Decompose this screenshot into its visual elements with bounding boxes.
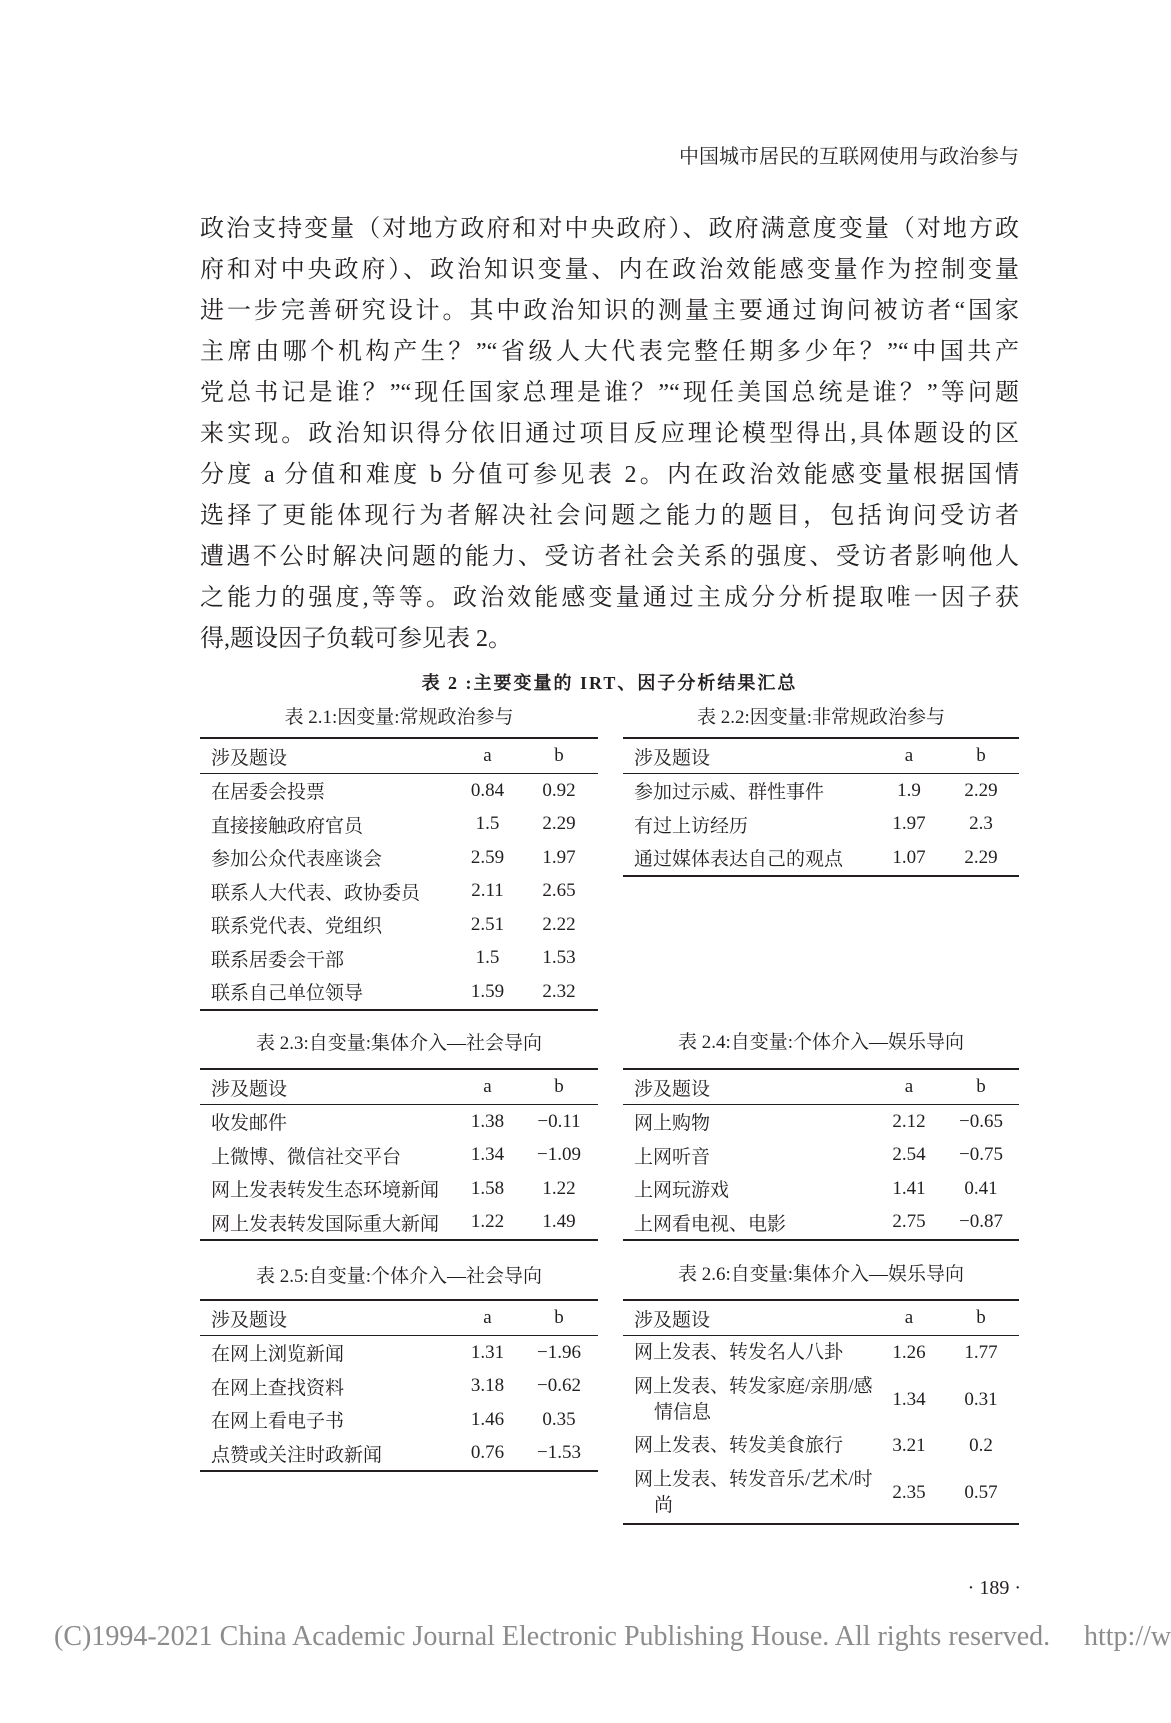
- table-row: [200, 774, 598, 808]
- item-cell: 在网上查找资料: [211, 1377, 345, 1399]
- table-row: [623, 1370, 1019, 1430]
- a-value-cell: 0.76: [470, 1442, 505, 1464]
- a-value-cell: 1.31: [470, 1341, 505, 1363]
- b-value-cell: 2.3: [969, 813, 993, 835]
- table-header-row: [623, 1300, 1019, 1336]
- item-line: 网上发表、转发美食旅行: [634, 1435, 844, 1457]
- a-value-cell: 1.41: [892, 1177, 926, 1199]
- b-value-cell: 1.97: [542, 846, 576, 868]
- body-line: 分度 a 分值和难度 b 分值可参见表 2。内在政治效能感变量根据国情: [200, 462, 1019, 488]
- b-value-cell: 2.29: [542, 813, 576, 835]
- data-table: [200, 1299, 598, 1472]
- item-cell: 参加公众代表座谈会: [211, 849, 383, 871]
- a-value-cell: 1.5: [475, 947, 500, 969]
- column-header-item: 涉及题设: [623, 738, 875, 774]
- a-value-cell: 2.11: [471, 880, 504, 902]
- item-line: 网上发表、转发家庭/亲朋/感: [634, 1375, 873, 1397]
- footer-url: http://w: [1084, 1621, 1171, 1652]
- a-value-cell: 2.51: [470, 913, 505, 935]
- item-line: 网上发表、转发名人八卦: [634, 1341, 844, 1363]
- table-caption: 表 2.5:自变量:个体介入—社会导向: [255, 1266, 543, 1287]
- b-value-cell: 2.29: [964, 779, 998, 801]
- body-line: 主席由哪个机构产生？”“省级人大代表完整任期多少年？”“中国共产: [200, 339, 1019, 365]
- column-header-item: 涉及题设: [200, 1300, 455, 1336]
- table-2-4: [623, 1032, 1019, 1241]
- body-line: 之能力的强度,等等。政治效能感变量通过主成分分析提取唯一因子获: [200, 585, 1019, 611]
- b-value-cell: 2.22: [542, 913, 576, 935]
- item-cell: 上微博、微信社交平台: [211, 1146, 402, 1168]
- table-caption: 表 2.1:因变量:常规政治参与: [284, 707, 514, 728]
- a-value-cell: 1.07: [892, 846, 926, 868]
- item-cell: 联系人大代表、政协委员: [211, 882, 421, 904]
- b-value-cell: 0.35: [542, 1408, 576, 1430]
- table-header-row: [200, 1069, 598, 1105]
- item-cell: 点赞或关注时政新闻: [211, 1444, 383, 1466]
- table-2-title: 表 2 :主要变量的 IRT、因子分析结果汇总: [421, 673, 798, 693]
- table-header-row: [623, 1069, 1019, 1105]
- b-value-cell: 0.41: [964, 1177, 998, 1199]
- body-line: 进一步完善研究设计。其中政治知识的测量主要通过询问被访者“国家: [200, 298, 1019, 324]
- body-line: 得,题设因子负载可参见表 2。: [200, 626, 512, 652]
- column-header-b: b: [943, 738, 1019, 774]
- column-header-b: b: [520, 1069, 598, 1105]
- b-value-cell: 2.32: [542, 980, 576, 1002]
- item-cell: [623, 1430, 875, 1464]
- item-cell: [623, 1370, 875, 1430]
- b-value-cell: 1.77: [964, 1341, 998, 1363]
- table-row: [200, 808, 598, 842]
- column-header-item: 涉及题设: [200, 738, 455, 774]
- b-value-cell: −0.62: [537, 1375, 581, 1397]
- column-header-item: 涉及题设: [200, 1069, 455, 1105]
- table-row: [623, 1172, 1019, 1206]
- table-2-5: [200, 1266, 598, 1472]
- table-row: [200, 1336, 598, 1370]
- item-cell: 有过上访经历: [634, 815, 749, 837]
- table-2-3: [200, 1033, 598, 1241]
- b-value-cell: −0.75: [959, 1144, 1003, 1166]
- column-header-a: a: [875, 738, 943, 774]
- a-value-cell: 2.75: [892, 1211, 926, 1233]
- table-row: [200, 1403, 598, 1437]
- page-number: · 189 ·: [967, 1577, 1021, 1599]
- item-line: 网上发表、转发音乐/艺术/时: [634, 1469, 873, 1490]
- a-value-cell: 2.12: [892, 1110, 926, 1132]
- b-value-cell: −1.96: [537, 1341, 581, 1363]
- b-value-cell: 1.22: [542, 1177, 576, 1199]
- table-row: [200, 1437, 598, 1472]
- column-header-item: 涉及题设: [623, 1300, 875, 1336]
- b-value-cell: −0.87: [959, 1211, 1003, 1233]
- table-row: [623, 1105, 1019, 1139]
- a-value-cell: 1.34: [892, 1388, 926, 1410]
- table-row: [200, 1370, 598, 1404]
- table-row: [623, 841, 1019, 876]
- item-cell: 网上购物: [634, 1113, 711, 1135]
- column-header-b: b: [520, 1300, 598, 1336]
- item-cell: 参加过示威、群性事件: [634, 782, 825, 804]
- column-header-a: a: [455, 1300, 520, 1336]
- item-cell: 直接接触政府官员: [211, 815, 364, 837]
- a-value-cell: 1.9: [897, 779, 921, 801]
- table-row: [623, 1430, 1019, 1464]
- item-cell: [623, 1463, 875, 1524]
- a-value-cell: 1.46: [470, 1408, 505, 1430]
- a-value-cell: 1.22: [470, 1211, 505, 1233]
- item-line-continued: 尚: [654, 1495, 674, 1516]
- item-cell: 网上发表转发国际重大新闻: [211, 1213, 440, 1235]
- body-line: 政治支持变量（对地方政府和对中央政府）、政府满意度变量（对地方政: [200, 216, 1019, 242]
- table-caption: 表 2.3:自变量:集体介入—社会导向: [255, 1033, 543, 1054]
- a-value-cell: 0.84: [470, 779, 505, 801]
- table-row: [623, 1336, 1019, 1370]
- a-value-cell: 1.58: [470, 1177, 505, 1199]
- data-table: [623, 737, 1019, 877]
- body-line: 府和对中央政府）、政治知识变量、内在政治效能感变量作为控制变量: [200, 257, 1019, 283]
- column-header-b: b: [943, 1300, 1019, 1336]
- table-header-row: [200, 738, 598, 774]
- table-caption: 表 2.4:自变量:个体介入—娱乐导向: [677, 1032, 965, 1053]
- copyright-footer: [0, 1619, 1171, 1655]
- table-row: [623, 808, 1019, 842]
- b-value-cell: 0.2: [969, 1435, 993, 1457]
- a-value-cell: 3.18: [470, 1375, 505, 1397]
- item-cell: 上网看电视、电影: [634, 1213, 787, 1235]
- b-value-cell: 0.57: [964, 1482, 998, 1503]
- table-row: [623, 1463, 1019, 1524]
- table-row: [200, 841, 598, 875]
- item-cell: 网上发表转发生态环境新闻: [211, 1180, 440, 1202]
- table-row: [623, 774, 1019, 808]
- column-header-a: a: [875, 1300, 943, 1336]
- b-value-cell: 2.29: [964, 846, 998, 868]
- b-value-cell: 1.53: [542, 947, 576, 969]
- table-header-row: [623, 738, 1019, 774]
- table-row: [200, 875, 598, 909]
- b-value-cell: 0.92: [542, 779, 576, 801]
- body-line: 选择了更能体现行为者解决社会问题之能力的题目，包括询问受访者: [200, 503, 1019, 529]
- item-cell: 收发邮件: [211, 1113, 288, 1135]
- body-line: 遭遇不公时解决问题的能力、受访者社会关系的强度、受访者影响他人: [200, 544, 1019, 570]
- data-table: [623, 1299, 1019, 1525]
- copyright-text: (C)1994-2021 China Academic Journal Electronic Publishing House. All rights reserved.: [54, 1621, 1051, 1652]
- a-value-cell: 1.26: [892, 1341, 926, 1363]
- b-value-cell: −0.65: [959, 1110, 1003, 1132]
- item-cell: 联系居委会干部: [211, 949, 345, 971]
- column-header-item: 涉及题设: [623, 1069, 875, 1105]
- table-row: [200, 908, 598, 942]
- item-cell: 在网上浏览新闻: [211, 1344, 345, 1366]
- column-header-a: a: [875, 1069, 943, 1105]
- a-value-cell: 1.34: [470, 1144, 505, 1166]
- a-value-cell: 1.59: [470, 980, 505, 1002]
- table-2-2: [623, 707, 1019, 877]
- item-cell: 通过媒体表达自己的观点: [634, 849, 844, 871]
- a-value-cell: 3.21: [892, 1435, 926, 1457]
- a-value-cell: 2.35: [892, 1482, 926, 1503]
- item-cell: [623, 1336, 875, 1370]
- table-2-1: [200, 707, 598, 1011]
- body-line: 来实现。政治知识得分依旧通过项目反应理论模型得出,具体题设的区: [200, 421, 1019, 447]
- data-table: [200, 1068, 598, 1241]
- table-caption: 表 2.6:自变量:集体介入—娱乐导向: [677, 1264, 965, 1285]
- table-row: [200, 1172, 598, 1206]
- column-header-a: a: [455, 1069, 520, 1105]
- a-value-cell: 2.54: [892, 1144, 926, 1166]
- table-row: [200, 1206, 598, 1241]
- b-value-cell: −1.53: [537, 1442, 581, 1464]
- a-value-cell: 1.97: [892, 813, 926, 835]
- table-row: [623, 1139, 1019, 1173]
- table-2-6: [623, 1264, 1019, 1525]
- b-value-cell: −0.11: [537, 1110, 581, 1132]
- column-header-b: b: [520, 738, 598, 774]
- item-line-continued: 情信息: [654, 1401, 712, 1423]
- table-row: [200, 942, 598, 976]
- b-value-cell: 0.31: [964, 1388, 998, 1410]
- table-row: [623, 1206, 1019, 1241]
- data-table: [623, 1068, 1019, 1241]
- running-header: 中国城市居民的互联网使用与政治参与: [679, 146, 1019, 168]
- table-header-row: [200, 1300, 598, 1336]
- table-row: [200, 975, 598, 1010]
- item-cell: 在居委会投票: [211, 782, 326, 804]
- item-cell: 联系自己单位领导: [211, 983, 364, 1005]
- data-table: [200, 737, 598, 1011]
- table-caption: 表 2.2:因变量:非常规政治参与: [696, 707, 946, 728]
- b-value-cell: −1.09: [537, 1144, 581, 1166]
- item-cell: 上网听音: [634, 1146, 711, 1168]
- column-header-b: b: [943, 1069, 1019, 1105]
- body-paragraph: [200, 209, 1019, 660]
- column-header-a: a: [455, 738, 520, 774]
- a-value-cell: 2.59: [470, 846, 505, 868]
- item-cell: 在网上看电子书: [211, 1411, 345, 1433]
- b-value-cell: 2.65: [542, 880, 576, 902]
- item-cell: 联系党代表、党组织: [211, 916, 383, 938]
- a-value-cell: 1.38: [470, 1110, 505, 1132]
- body-line: 党总书记是谁？”“现任国家总理是谁？”“现任美国总统是谁？”等问题: [200, 380, 1019, 406]
- table-row: [200, 1105, 598, 1139]
- a-value-cell: 1.5: [475, 813, 500, 835]
- item-cell: 上网玩游戏: [634, 1180, 730, 1202]
- b-value-cell: 1.49: [542, 1211, 576, 1233]
- table-row: [200, 1139, 598, 1173]
